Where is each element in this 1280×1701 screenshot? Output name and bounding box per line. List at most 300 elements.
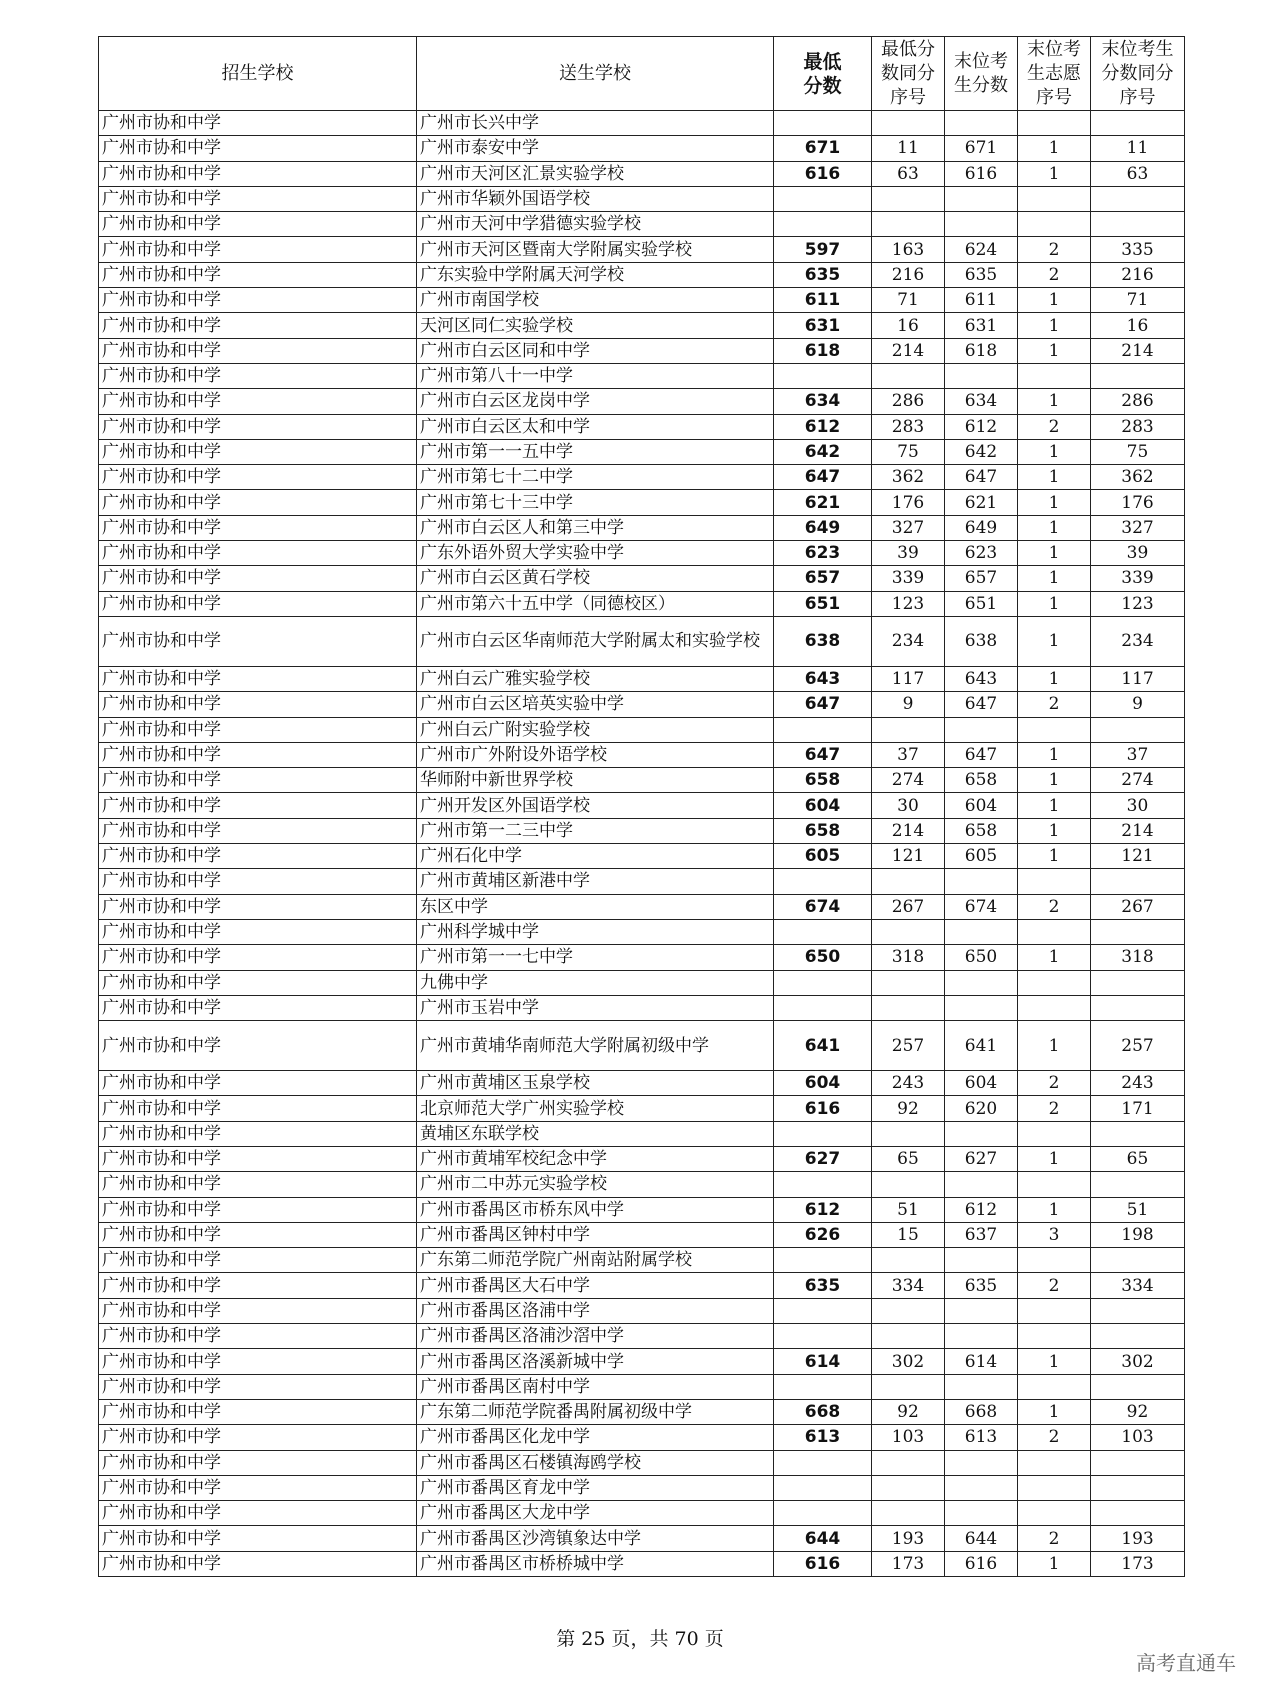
cell-last-same-rank: 335 xyxy=(1091,237,1185,262)
cell-last-same-rank: 216 xyxy=(1091,262,1185,287)
table-row xyxy=(99,945,1185,970)
cell-min-score xyxy=(774,111,872,136)
cell-min-score xyxy=(774,717,872,742)
table-row xyxy=(99,1349,1185,1374)
cell-last-same-rank: 173 xyxy=(1091,1551,1185,1576)
cell-min-same-rank xyxy=(872,995,945,1020)
cell-last-choice: 1 xyxy=(1018,136,1091,161)
table-row xyxy=(99,818,1185,843)
cell-last-score: 635 xyxy=(945,1273,1018,1298)
cell-last-score: 623 xyxy=(945,541,1018,566)
cell-min-score: 668 xyxy=(774,1399,872,1424)
cell-last-same-rank: 327 xyxy=(1091,515,1185,540)
cell-last-choice: 1 xyxy=(1018,439,1091,464)
cell-last-same-rank xyxy=(1091,1248,1185,1273)
cell-send-school: 广东外语外贸大学实验中学 xyxy=(417,541,774,566)
cell-last-same-rank xyxy=(1091,1475,1185,1500)
cell-admit-school: 广州市协和中学 xyxy=(99,1450,417,1475)
cell-min-score xyxy=(774,995,872,1020)
cell-min-same-rank xyxy=(872,1324,945,1349)
cell-last-score xyxy=(945,186,1018,211)
table-row xyxy=(99,1021,1185,1071)
cell-admit-school: 广州市协和中学 xyxy=(99,515,417,540)
cell-admit-school: 广州市协和中学 xyxy=(99,1425,417,1450)
cell-min-score: 641 xyxy=(774,1021,872,1071)
table-row xyxy=(99,414,1185,439)
header-admit-school: 招生学校 xyxy=(99,37,417,111)
cell-min-score: 635 xyxy=(774,1273,872,1298)
cell-last-same-rank: 339 xyxy=(1091,566,1185,591)
cell-min-score: 635 xyxy=(774,262,872,287)
table-row xyxy=(99,1222,1185,1247)
cell-last-choice xyxy=(1018,363,1091,388)
page-number: 第 25 页，共 70 页 xyxy=(556,1628,724,1650)
cell-last-same-rank: 214 xyxy=(1091,818,1185,843)
cell-last-same-rank: 121 xyxy=(1091,844,1185,869)
cell-last-choice: 1 xyxy=(1018,666,1091,691)
cell-admit-school: 广州市协和中学 xyxy=(99,363,417,388)
cell-min-score: 616 xyxy=(774,1096,872,1121)
cell-min-score: 616 xyxy=(774,161,872,186)
cell-admit-school: 广州市协和中学 xyxy=(99,768,417,793)
cell-admit-school: 广州市协和中学 xyxy=(99,490,417,515)
cell-last-same-rank: 283 xyxy=(1091,414,1185,439)
cell-last-score: 668 xyxy=(945,1399,1018,1424)
cell-last-choice xyxy=(1018,1450,1091,1475)
table-row xyxy=(99,692,1185,717)
cell-last-score: 658 xyxy=(945,818,1018,843)
cell-last-score: 616 xyxy=(945,161,1018,186)
cell-send-school: 广州市南国学校 xyxy=(417,288,774,313)
cell-send-school: 广州市白云区龙岗中学 xyxy=(417,389,774,414)
cell-last-choice: 1 xyxy=(1018,768,1091,793)
cell-admit-school: 广州市协和中学 xyxy=(99,1172,417,1197)
cell-min-same-rank xyxy=(872,1121,945,1146)
cell-last-score: 613 xyxy=(945,1425,1018,1450)
cell-last-score: 604 xyxy=(945,1071,1018,1096)
cell-min-score: 612 xyxy=(774,1197,872,1222)
cell-send-school: 广州市长兴中学 xyxy=(417,111,774,136)
cell-last-same-rank xyxy=(1091,111,1185,136)
table-row xyxy=(99,566,1185,591)
cell-last-same-rank: 334 xyxy=(1091,1273,1185,1298)
cell-min-same-rank: 9 xyxy=(872,692,945,717)
cell-send-school: 广州白云广附实验学校 xyxy=(417,717,774,742)
header-min-same-rank: 最低分 数同分 序号 xyxy=(872,37,945,111)
cell-min-same-rank: 75 xyxy=(872,439,945,464)
cell-last-score: 647 xyxy=(945,465,1018,490)
cell-send-school: 广州市天河区暨南大学附属实验学校 xyxy=(417,237,774,262)
cell-send-school: 广州市泰安中学 xyxy=(417,136,774,161)
cell-last-choice: 1 xyxy=(1018,591,1091,616)
cell-last-choice xyxy=(1018,1374,1091,1399)
table-row xyxy=(99,1450,1185,1475)
cell-min-same-rank xyxy=(872,1248,945,1273)
cell-last-choice xyxy=(1018,1172,1091,1197)
cell-last-choice: 2 xyxy=(1018,414,1091,439)
cell-last-choice: 2 xyxy=(1018,1526,1091,1551)
cell-min-same-rank xyxy=(872,717,945,742)
cell-send-school: 广东第二师范学院番禺附属初级中学 xyxy=(417,1399,774,1424)
cell-send-school: 广州白云广雅实验学校 xyxy=(417,666,774,691)
cell-admit-school: 广州市协和中学 xyxy=(99,161,417,186)
cell-send-school: 广州市番禺区沙湾镇象达中学 xyxy=(417,1526,774,1551)
cell-admit-school: 广州市协和中学 xyxy=(99,389,417,414)
cell-last-choice xyxy=(1018,1298,1091,1323)
table-row xyxy=(99,389,1185,414)
cell-last-choice: 1 xyxy=(1018,844,1091,869)
cell-admit-school: 广州市协和中学 xyxy=(99,717,417,742)
cell-min-score xyxy=(774,970,872,995)
cell-last-score: 644 xyxy=(945,1526,1018,1551)
cell-min-score: 671 xyxy=(774,136,872,161)
cell-min-score: 604 xyxy=(774,793,872,818)
table-row xyxy=(99,1526,1185,1551)
cell-last-score: 642 xyxy=(945,439,1018,464)
cell-min-same-rank: 214 xyxy=(872,818,945,843)
cell-last-score xyxy=(945,1374,1018,1399)
table-row xyxy=(99,869,1185,894)
cell-min-same-rank xyxy=(872,363,945,388)
cell-last-same-rank xyxy=(1091,717,1185,742)
cell-last-score: 643 xyxy=(945,666,1018,691)
cell-admit-school: 广州市协和中学 xyxy=(99,616,417,666)
cell-send-school: 广州市番禺区大龙中学 xyxy=(417,1501,774,1526)
cell-min-same-rank: 257 xyxy=(872,1021,945,1071)
table-row xyxy=(99,161,1185,186)
cell-admit-school: 广州市协和中学 xyxy=(99,1248,417,1273)
cell-min-same-rank: 65 xyxy=(872,1146,945,1171)
cell-send-school: 广州开发区外国语学校 xyxy=(417,793,774,818)
cell-last-choice: 1 xyxy=(1018,945,1091,970)
table-row xyxy=(99,616,1185,666)
cell-last-score: 605 xyxy=(945,844,1018,869)
cell-min-score: 651 xyxy=(774,591,872,616)
table-row xyxy=(99,490,1185,515)
cell-min-same-rank: 339 xyxy=(872,566,945,591)
admission-table xyxy=(98,36,1185,1577)
cell-min-same-rank: 176 xyxy=(872,490,945,515)
cell-last-score: 647 xyxy=(945,692,1018,717)
table-row xyxy=(99,313,1185,338)
cell-min-same-rank xyxy=(872,1450,945,1475)
cell-min-same-rank: 15 xyxy=(872,1222,945,1247)
cell-min-same-rank xyxy=(872,1172,945,1197)
cell-admit-school: 广州市协和中学 xyxy=(99,237,417,262)
cell-last-score: 674 xyxy=(945,894,1018,919)
cell-min-same-rank: 173 xyxy=(872,1551,945,1576)
cell-last-score xyxy=(945,111,1018,136)
cell-admit-school: 广州市协和中学 xyxy=(99,288,417,313)
table-row xyxy=(99,136,1185,161)
cell-min-score: 650 xyxy=(774,945,872,970)
cell-send-school: 广州市白云区太和中学 xyxy=(417,414,774,439)
table-row xyxy=(99,439,1185,464)
cell-last-score: 611 xyxy=(945,288,1018,313)
cell-last-choice: 1 xyxy=(1018,490,1091,515)
cell-send-school: 广州市二中苏元实验学校 xyxy=(417,1172,774,1197)
cell-last-same-rank: 63 xyxy=(1091,161,1185,186)
cell-send-school: 广州市番禺区化龙中学 xyxy=(417,1425,774,1450)
table-row xyxy=(99,1248,1185,1273)
cell-min-same-rank: 274 xyxy=(872,768,945,793)
cell-min-same-rank: 216 xyxy=(872,262,945,287)
cell-admit-school: 广州市协和中学 xyxy=(99,1121,417,1146)
cell-last-score: 637 xyxy=(945,1222,1018,1247)
cell-send-school: 广州市番禺区育龙中学 xyxy=(417,1475,774,1500)
cell-last-choice xyxy=(1018,717,1091,742)
cell-admit-school: 广州市协和中学 xyxy=(99,970,417,995)
cell-min-same-rank xyxy=(872,212,945,237)
cell-min-same-rank: 318 xyxy=(872,945,945,970)
table-row xyxy=(99,1324,1185,1349)
cell-last-choice: 2 xyxy=(1018,262,1091,287)
cell-last-score xyxy=(945,1450,1018,1475)
cell-last-score: 634 xyxy=(945,389,1018,414)
cell-min-score xyxy=(774,919,872,944)
cell-last-same-rank: 257 xyxy=(1091,1021,1185,1071)
cell-send-school: 广东第二师范学院广州南站附属学校 xyxy=(417,1248,774,1273)
cell-send-school: 广州市黄埔军校纪念中学 xyxy=(417,1146,774,1171)
table-row xyxy=(99,1475,1185,1500)
cell-last-choice: 1 xyxy=(1018,338,1091,363)
cell-last-score: 612 xyxy=(945,414,1018,439)
cell-send-school: 广州市第一一五中学 xyxy=(417,439,774,464)
cell-send-school: 广州市第一二三中学 xyxy=(417,818,774,843)
cell-min-same-rank: 163 xyxy=(872,237,945,262)
cell-admit-school: 广州市协和中学 xyxy=(99,1071,417,1096)
cell-min-same-rank: 11 xyxy=(872,136,945,161)
table-row xyxy=(99,541,1185,566)
cell-min-same-rank: 117 xyxy=(872,666,945,691)
cell-send-school: 广州市番禺区南村中学 xyxy=(417,1374,774,1399)
cell-send-school: 广州市番禺区大石中学 xyxy=(417,1273,774,1298)
cell-admit-school: 广州市协和中学 xyxy=(99,465,417,490)
cell-send-school: 九佛中学 xyxy=(417,970,774,995)
cell-last-same-rank: 176 xyxy=(1091,490,1185,515)
cell-min-same-rank xyxy=(872,1475,945,1500)
cell-last-choice: 2 xyxy=(1018,237,1091,262)
cell-send-school: 广州市番禺区市桥桥城中学 xyxy=(417,1551,774,1576)
cell-admit-school: 广州市协和中学 xyxy=(99,919,417,944)
cell-send-school: 广州市第七十三中学 xyxy=(417,490,774,515)
cell-min-same-rank: 334 xyxy=(872,1273,945,1298)
table-row xyxy=(99,465,1185,490)
cell-admit-school: 广州市协和中学 xyxy=(99,1146,417,1171)
cell-admit-school: 广州市协和中学 xyxy=(99,894,417,919)
cell-min-score xyxy=(774,1248,872,1273)
cell-last-same-rank xyxy=(1091,1374,1185,1399)
cell-last-same-rank: 51 xyxy=(1091,1197,1185,1222)
cell-last-same-rank: 9 xyxy=(1091,692,1185,717)
cell-last-same-rank: 286 xyxy=(1091,389,1185,414)
cell-last-same-rank: 75 xyxy=(1091,439,1185,464)
cell-last-score xyxy=(945,1248,1018,1273)
cell-last-same-rank xyxy=(1091,212,1185,237)
cell-send-school: 广州市第七十二中学 xyxy=(417,465,774,490)
cell-last-score: 647 xyxy=(945,742,1018,767)
table-row xyxy=(99,1273,1185,1298)
cell-last-choice xyxy=(1018,212,1091,237)
cell-last-same-rank: 65 xyxy=(1091,1146,1185,1171)
cell-min-score: 611 xyxy=(774,288,872,313)
cell-admit-school: 广州市协和中学 xyxy=(99,1551,417,1576)
cell-min-score: 674 xyxy=(774,894,872,919)
header-min-score: 最低 分数 xyxy=(774,37,872,111)
cell-last-score: 604 xyxy=(945,793,1018,818)
cell-last-choice xyxy=(1018,111,1091,136)
table-row xyxy=(99,186,1185,211)
cell-min-score: 597 xyxy=(774,237,872,262)
cell-last-same-rank: 234 xyxy=(1091,616,1185,666)
cell-last-score: 627 xyxy=(945,1146,1018,1171)
cell-admit-school: 广州市协和中学 xyxy=(99,1324,417,1349)
table-row xyxy=(99,844,1185,869)
cell-last-same-rank xyxy=(1091,1298,1185,1323)
table-row xyxy=(99,591,1185,616)
cell-last-score xyxy=(945,717,1018,742)
table-row xyxy=(99,970,1185,995)
cell-send-school: 广州市第一一七中学 xyxy=(417,945,774,970)
cell-last-choice: 1 xyxy=(1018,389,1091,414)
table-row xyxy=(99,1374,1185,1399)
cell-min-same-rank: 286 xyxy=(872,389,945,414)
header-send-school: 送生学校 xyxy=(417,37,774,111)
cell-last-choice xyxy=(1018,1248,1091,1273)
cell-last-same-rank: 214 xyxy=(1091,338,1185,363)
cell-last-same-rank: 171 xyxy=(1091,1096,1185,1121)
cell-min-score: 644 xyxy=(774,1526,872,1551)
cell-last-score: 621 xyxy=(945,490,1018,515)
cell-last-score xyxy=(945,1172,1018,1197)
cell-send-school: 华师附中新世界学校 xyxy=(417,768,774,793)
cell-min-same-rank: 63 xyxy=(872,161,945,186)
cell-min-same-rank: 92 xyxy=(872,1399,945,1424)
cell-last-score xyxy=(945,363,1018,388)
cell-min-score: 647 xyxy=(774,692,872,717)
cell-last-choice: 1 xyxy=(1018,1021,1091,1071)
cell-admit-school: 广州市协和中学 xyxy=(99,1021,417,1071)
table-row xyxy=(99,111,1185,136)
cell-last-same-rank xyxy=(1091,363,1185,388)
cell-min-same-rank: 193 xyxy=(872,1526,945,1551)
cell-last-same-rank: 302 xyxy=(1091,1349,1185,1374)
cell-min-same-rank: 51 xyxy=(872,1197,945,1222)
table-row xyxy=(99,793,1185,818)
cell-admit-school: 广州市协和中学 xyxy=(99,414,417,439)
cell-last-score: 635 xyxy=(945,262,1018,287)
table-row xyxy=(99,1197,1185,1222)
cell-min-score xyxy=(774,363,872,388)
cell-last-same-rank: 16 xyxy=(1091,313,1185,338)
table-row xyxy=(99,1298,1185,1323)
table-row xyxy=(99,919,1185,944)
cell-admit-school: 广州市协和中学 xyxy=(99,591,417,616)
cell-min-same-rank: 71 xyxy=(872,288,945,313)
cell-admit-school: 广州市协和中学 xyxy=(99,1096,417,1121)
cell-min-score: 657 xyxy=(774,566,872,591)
cell-last-choice: 2 xyxy=(1018,692,1091,717)
cell-min-same-rank: 16 xyxy=(872,313,945,338)
cell-admit-school: 广州市协和中学 xyxy=(99,945,417,970)
cell-min-same-rank xyxy=(872,1501,945,1526)
cell-last-score: 624 xyxy=(945,237,1018,262)
cell-last-score: 612 xyxy=(945,1197,1018,1222)
cell-send-school: 东区中学 xyxy=(417,894,774,919)
cell-send-school: 广州市白云区华南师范大学附属太和实验学校 xyxy=(417,616,774,666)
cell-last-choice xyxy=(1018,919,1091,944)
cell-last-choice xyxy=(1018,1324,1091,1349)
cell-send-school: 广州石化中学 xyxy=(417,844,774,869)
cell-admit-school: 广州市协和中学 xyxy=(99,439,417,464)
cell-min-score: 614 xyxy=(774,1349,872,1374)
cell-last-choice: 1 xyxy=(1018,161,1091,186)
cell-admit-school: 广州市协和中学 xyxy=(99,1222,417,1247)
cell-last-choice: 1 xyxy=(1018,541,1091,566)
cell-last-score xyxy=(945,1475,1018,1500)
cell-last-same-rank: 30 xyxy=(1091,793,1185,818)
cell-last-choice: 1 xyxy=(1018,515,1091,540)
cell-send-school: 广州市番禺区钟村中学 xyxy=(417,1222,774,1247)
cell-admit-school: 广州市协和中学 xyxy=(99,666,417,691)
cell-last-choice: 3 xyxy=(1018,1222,1091,1247)
cell-last-same-rank: 92 xyxy=(1091,1399,1185,1424)
table-row xyxy=(99,1425,1185,1450)
cell-min-same-rank: 327 xyxy=(872,515,945,540)
cell-admit-school: 广州市协和中学 xyxy=(99,793,417,818)
cell-last-score xyxy=(945,919,1018,944)
cell-admit-school: 广州市协和中学 xyxy=(99,869,417,894)
cell-min-same-rank: 214 xyxy=(872,338,945,363)
header-row xyxy=(99,37,1185,111)
table-row xyxy=(99,1501,1185,1526)
cell-last-same-rank: 318 xyxy=(1091,945,1185,970)
table-row xyxy=(99,768,1185,793)
cell-last-score: 614 xyxy=(945,1349,1018,1374)
cell-admit-school: 广州市协和中学 xyxy=(99,1197,417,1222)
cell-last-score: 638 xyxy=(945,616,1018,666)
cell-last-choice: 2 xyxy=(1018,1425,1091,1450)
cell-send-school: 天河区同仁实验学校 xyxy=(417,313,774,338)
cell-min-same-rank xyxy=(872,970,945,995)
cell-last-choice xyxy=(1018,970,1091,995)
cell-last-score: 657 xyxy=(945,566,1018,591)
cell-min-same-rank: 37 xyxy=(872,742,945,767)
cell-min-same-rank xyxy=(872,869,945,894)
cell-last-same-rank xyxy=(1091,970,1185,995)
table-row xyxy=(99,1121,1185,1146)
cell-last-choice: 1 xyxy=(1018,566,1091,591)
cell-min-same-rank: 121 xyxy=(872,844,945,869)
cell-min-score xyxy=(774,212,872,237)
cell-send-school: 广州市玉岩中学 xyxy=(417,995,774,1020)
cell-min-score: 618 xyxy=(774,338,872,363)
cell-admit-school: 广州市协和中学 xyxy=(99,818,417,843)
cell-min-score: 643 xyxy=(774,666,872,691)
cell-min-same-rank: 123 xyxy=(872,591,945,616)
cell-send-school: 广州市第八十一中学 xyxy=(417,363,774,388)
cell-min-score: 658 xyxy=(774,768,872,793)
cell-last-same-rank xyxy=(1091,919,1185,944)
table-row xyxy=(99,1096,1185,1121)
cell-min-score: 627 xyxy=(774,1146,872,1171)
cell-admit-school: 广州市协和中学 xyxy=(99,1501,417,1526)
cell-last-score xyxy=(945,995,1018,1020)
cell-last-same-rank xyxy=(1091,1501,1185,1526)
cell-send-school: 广州市华颖外国语学校 xyxy=(417,186,774,211)
cell-send-school: 广州市白云区黄石学校 xyxy=(417,566,774,591)
cell-send-school: 广州市天河中学猎德实验学校 xyxy=(417,212,774,237)
